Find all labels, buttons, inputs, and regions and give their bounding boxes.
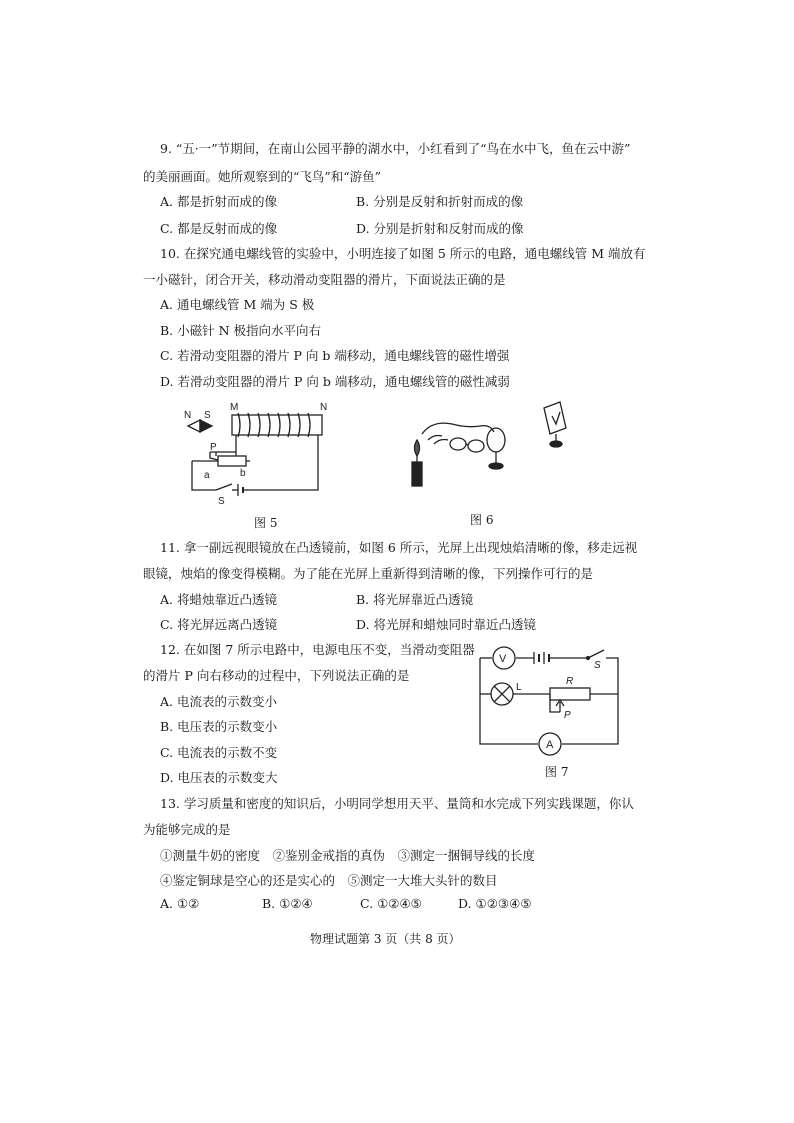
- q9-option-c: C. 都是反射而成的像: [160, 221, 278, 236]
- q12-stem-line1: 12. 在如图 7 所示电路中，电源电压不变，当滑动变阻器: [160, 642, 475, 657]
- figure-5-diagram: [180, 398, 340, 508]
- q10-stem-line2: 一小磁针，闭合开关，移动滑动变阻器的滑片，下面说法正确的是: [143, 272, 506, 287]
- q9-option-b: B. 分别是反射和折射而成的像: [356, 194, 524, 209]
- q12-option-b: B. 电压表的示数变小: [160, 719, 278, 734]
- q13-stem-line2: 为能够完成的是: [143, 822, 231, 837]
- q13-items-line1: ①测量牛奶的密度 ②鉴别金戒指的真伪 ③测定一捆铜导线的长度: [160, 848, 536, 863]
- q11-option-b: B. 将光屏靠近凸透镜: [356, 592, 474, 607]
- q13-option-d: D. ①②③④⑤: [458, 896, 532, 911]
- figure-7-diagram: [478, 640, 633, 750]
- q13-option-b: B. ①②④: [262, 896, 313, 911]
- fig7-label-v: V: [499, 653, 507, 665]
- q10-option-c: C. 若滑动变阻器的滑片 P 向 b 端移动，通电螺线管的磁性增强: [160, 348, 510, 363]
- q12-option-d: D. 电压表的示数变大: [160, 770, 278, 785]
- q9-stem-line2: 的美丽画面。她所观察到的“飞鸟”和“游鱼”: [143, 169, 382, 184]
- q13-option-a: A. ①②: [160, 896, 200, 911]
- fig7-label-r: R: [566, 676, 574, 687]
- fig5-label-a: a: [204, 470, 210, 481]
- q11-stem-line1: 11. 拿一副远视眼镜放在凸透镜前，如图 6 所示，光屏上出现烛焰清晰的像，移走远视: [160, 540, 638, 555]
- q10-option-b: B. 小磁针 N 极指向水平向右: [160, 323, 322, 338]
- q12-stem-line2: 的滑片 P 向右移动的过程中，下列说法正确的是: [143, 668, 410, 683]
- q13-items-line2: ④鉴定铜球是空心的还是实心的 ⑤测定一大堆大头针的数目: [160, 873, 498, 888]
- q13-stem-line1: 13. 学习质量和密度的知识后，小明同学想用天平、量筒和水完成下列实践课题，你认: [160, 796, 634, 811]
- q10-option-a: A. 通电螺线管 M 端为 S 极: [160, 297, 315, 312]
- fig7-label-s: S: [594, 660, 601, 671]
- q10-option-d: D. 若滑动变阻器的滑片 P 向 b 端移动，通电螺线管的磁性减弱: [160, 374, 510, 389]
- figure-7-caption: 图 7: [545, 765, 569, 779]
- fig5-label-n-end: N: [320, 402, 328, 413]
- fig5-label-m: M: [230, 402, 239, 413]
- q11-option-d: D. 将光屏和蜡烛同时靠近凸透镜: [356, 617, 537, 632]
- fig5-label-p: P: [210, 442, 217, 453]
- q11-option-c: C. 将光屏远离凸透镜: [160, 617, 278, 632]
- q12-option-c: C. 电流表的示数不变: [160, 745, 278, 760]
- figure-6-diagram: [400, 394, 580, 494]
- q10-stem-line1: 10. 在探究通电螺线管的实验中，小明连接了如图 5 所示的电路，通电螺线管 M 端放有: [160, 246, 646, 261]
- fig7-label-l: L: [516, 682, 522, 693]
- q12-option-a: A. 电流表的示数变小: [160, 694, 277, 709]
- q11-stem-line2: 眼镜，烛焰的像变得模糊。为了能在光屏上重新得到清晰的像，下列操作可行的是: [143, 566, 594, 581]
- q13-option-c: C. ①②④⑤: [360, 896, 422, 911]
- figure-6-caption: 图 6: [470, 513, 494, 527]
- q11-option-a: A. 将蜡烛靠近凸透镜: [160, 592, 277, 607]
- q9-stem-line1: 9. “五·一”节期间，在南山公园平静的湖水中，小红看到了“鸟在水中飞，鱼在云中游”: [160, 141, 631, 156]
- fig7-label-a: A: [546, 739, 554, 751]
- fig5-label-b: b: [240, 468, 246, 479]
- fig5-label-s-switch: S: [218, 496, 225, 507]
- q9-option-a: A. 都是折射而成的像: [160, 194, 277, 209]
- q9-option-d: D. 分别是折射和反射而成的像: [356, 221, 524, 236]
- fig5-label-s-needle: S: [204, 410, 211, 421]
- fig7-label-p: P: [564, 710, 571, 721]
- fig5-label-n-needle: N: [184, 410, 192, 421]
- figure-5-caption: 图 5: [254, 516, 278, 530]
- page-footer: 物理试题第 3 页（共 8 页）: [310, 932, 461, 946]
